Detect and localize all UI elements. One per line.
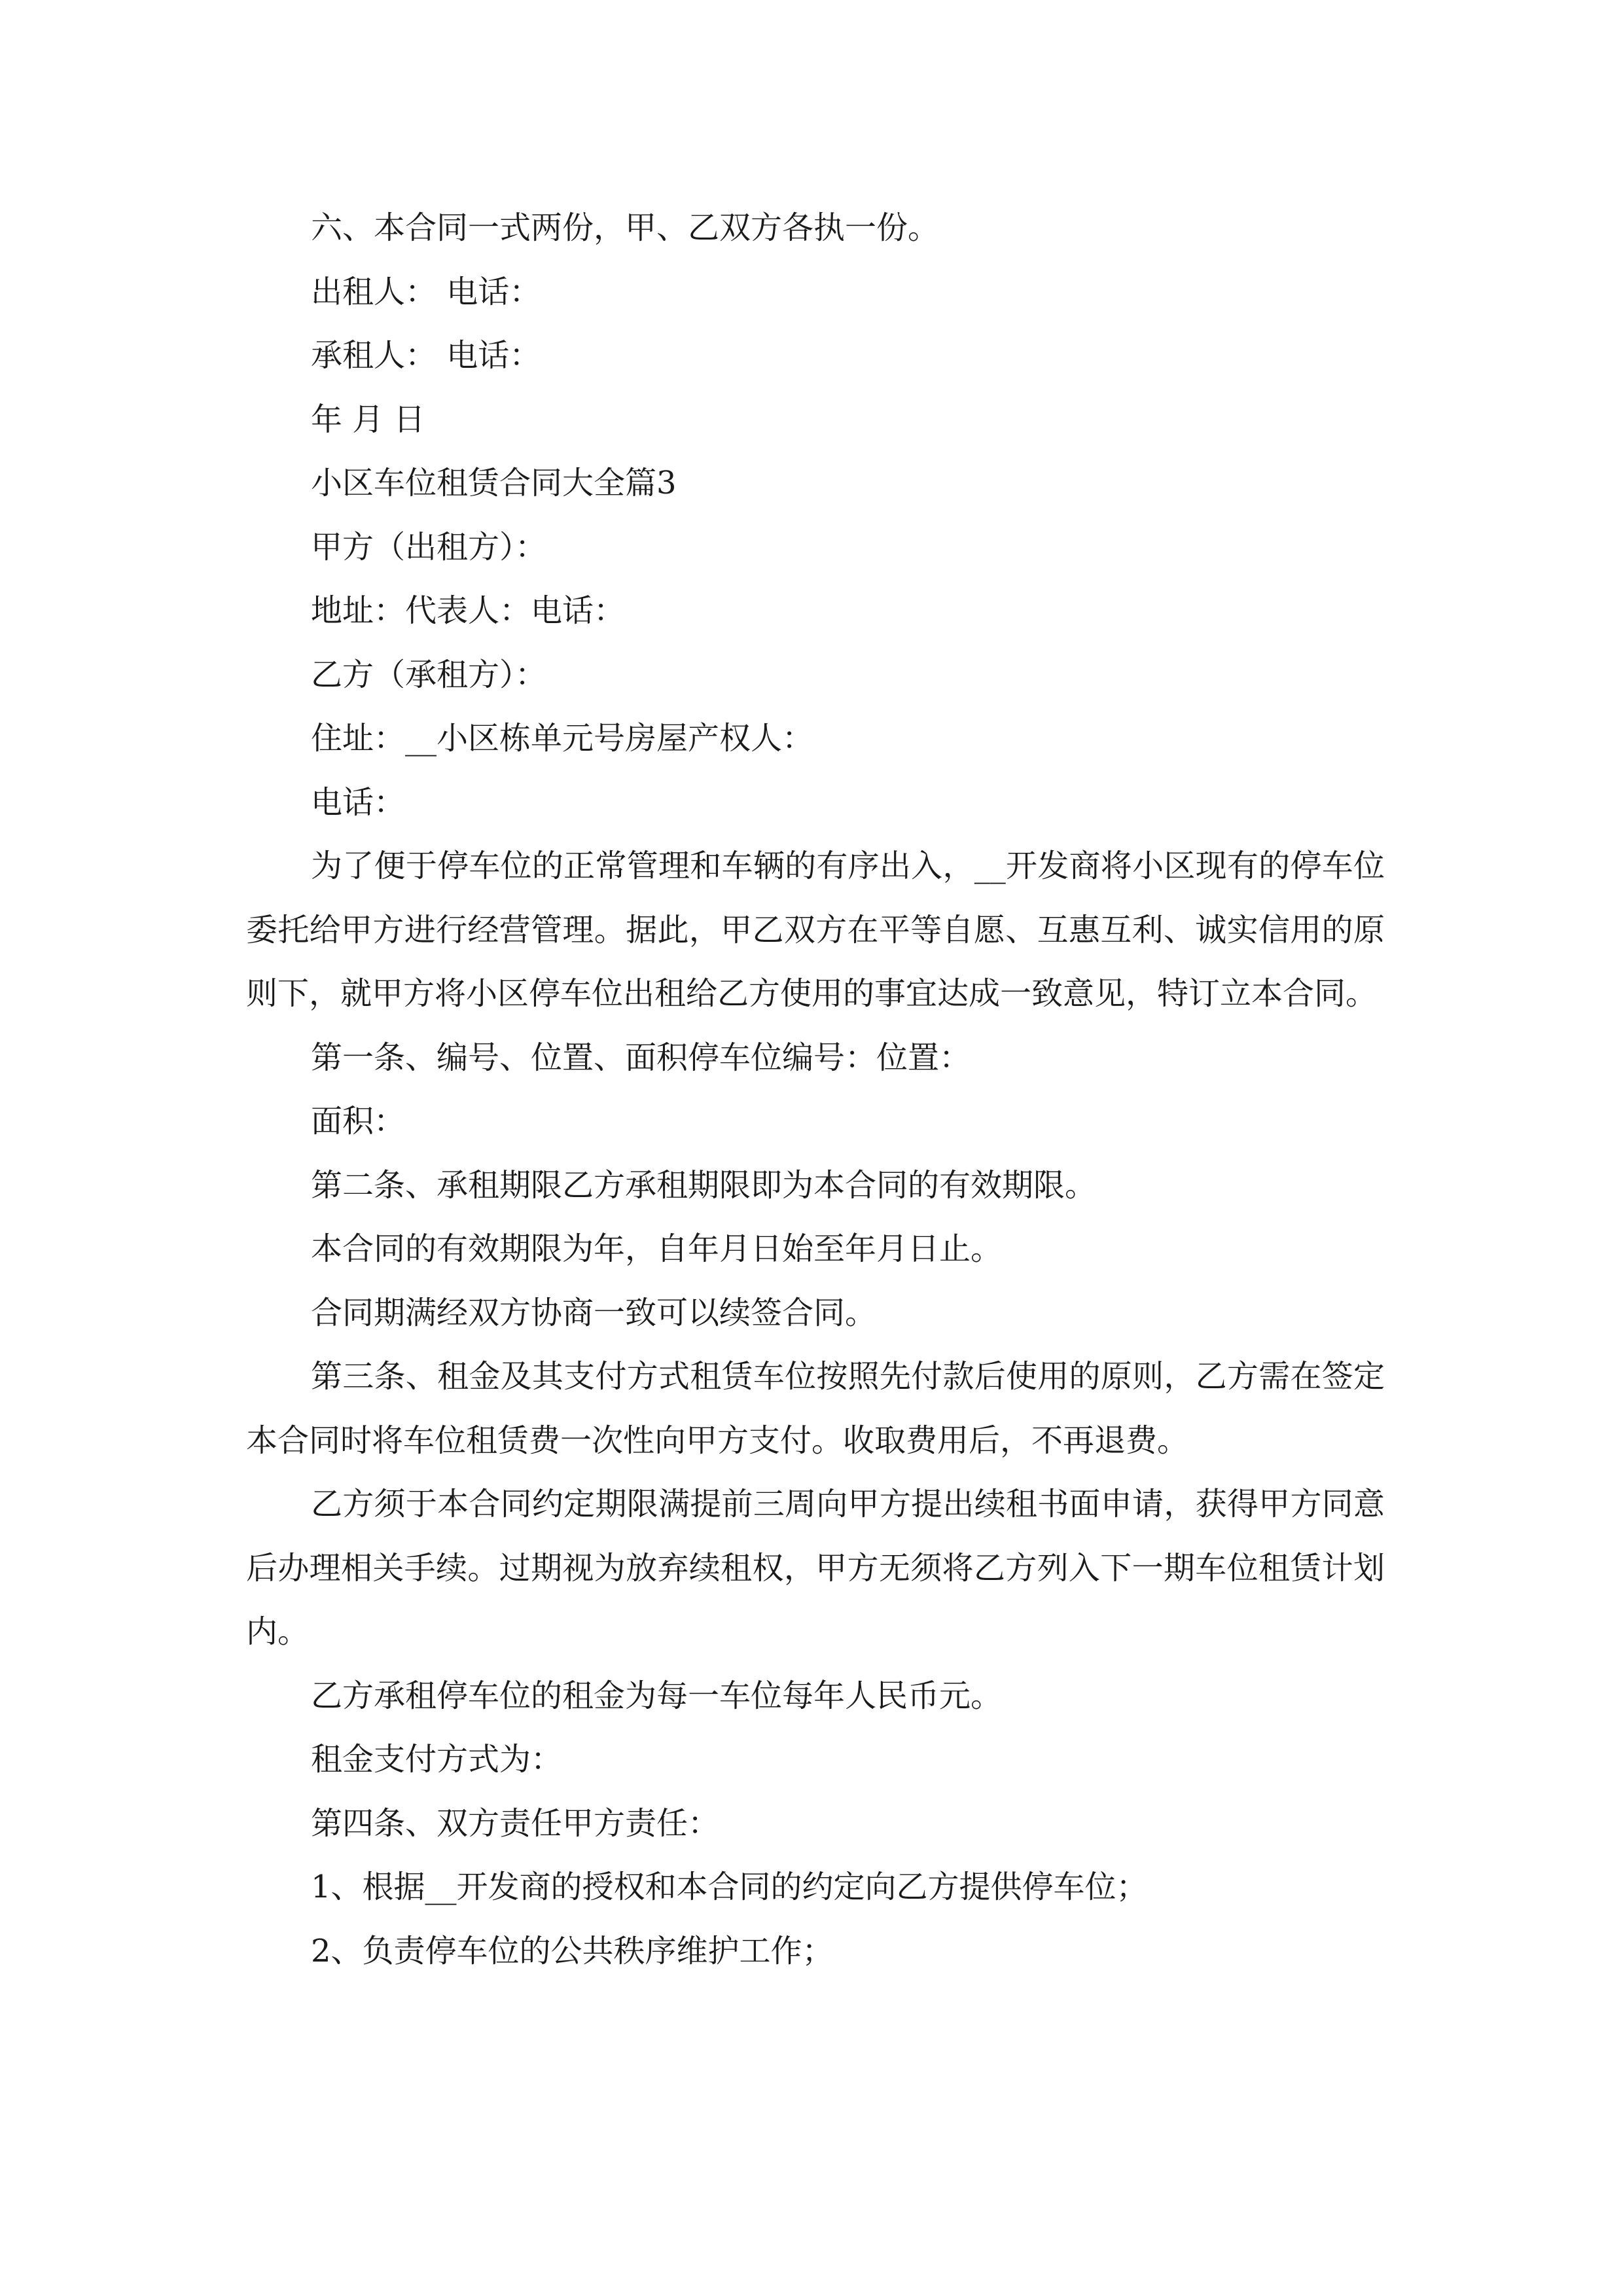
article-2-validity: 本合同的有效期限为年，自年月日始至年月日止。 xyxy=(311,1230,1003,1267)
article-1-area: 面积： xyxy=(311,1103,406,1139)
article-4: 第四条、双方责任甲方责任： xyxy=(311,1804,720,1842)
article-1: 第一条、编号、位置、面积停车位编号：位置： xyxy=(311,1039,971,1076)
article-3-renewal-application: 乙方须于本合同约定期限满提前三周向甲方提出续租书面申请，获得甲方同意后办理相关手续。过期视为放弃续租权，甲方无须将乙方列入下一期车位租赁计划内。 xyxy=(246,1486,1385,1650)
section-title: 小区车位租赁合同大全篇3 xyxy=(311,465,677,501)
article-3-rent-amount: 乙方承租停车位的租金为每一车位每年人民币元。 xyxy=(311,1677,1003,1714)
article-3: 第三条、租金及其支付方式租赁车位按照先付款后使用的原则，乙方需在签定本合同时将车位租赁费一次性向甲方支付。收取费用后，不再退费。 xyxy=(246,1358,1385,1459)
article-4-item-2: 2、负责停车位的公共秩序维护工作； xyxy=(311,1932,834,1969)
article-2: 第二条、承租期限乙方承租期限即为本合同的有效期限。 xyxy=(311,1166,1097,1204)
article-2-renewal: 合同期满经双方协商一致可以续签合同。 xyxy=(311,1294,877,1331)
article-3-payment-method: 租金支付方式为： xyxy=(311,1741,563,1778)
party-b-label: 乙方（承租方）： xyxy=(311,656,547,693)
article-4-item-1: 1、根据__开发商的授权和本合同的约定向乙方提供停车位； xyxy=(311,1869,1148,1905)
party-b-phone: 电话： xyxy=(311,783,406,821)
party-b-address: 住址：__小区栋单元号房屋产权人： xyxy=(311,720,814,757)
lessee-signature-line: 承租人： 电话： xyxy=(311,337,541,374)
preamble: 为了便于停车位的正常管理和车辆的有序出入，__开发商将小区现有的停车位委托给甲方进行经营管理。据此，甲乙双方在平等自愿、互惠互利、诚实信用的原则下，就甲方将小区停车位出租给乙方使用的事宜达成一致意见，特订立本合同。 xyxy=(246,848,1385,1012)
date-line: 年 月 日 xyxy=(311,401,425,438)
party-a-label: 甲方（出租方）： xyxy=(311,528,547,565)
lessor-signature-line: 出租人： 电话： xyxy=(311,273,541,310)
document-body xyxy=(246,196,1385,1983)
clause-copies: 六、本合同一式两份，甲、乙双方各执一份。 xyxy=(311,209,940,246)
party-a-address: 地址：代表人：电话： xyxy=(311,592,626,629)
